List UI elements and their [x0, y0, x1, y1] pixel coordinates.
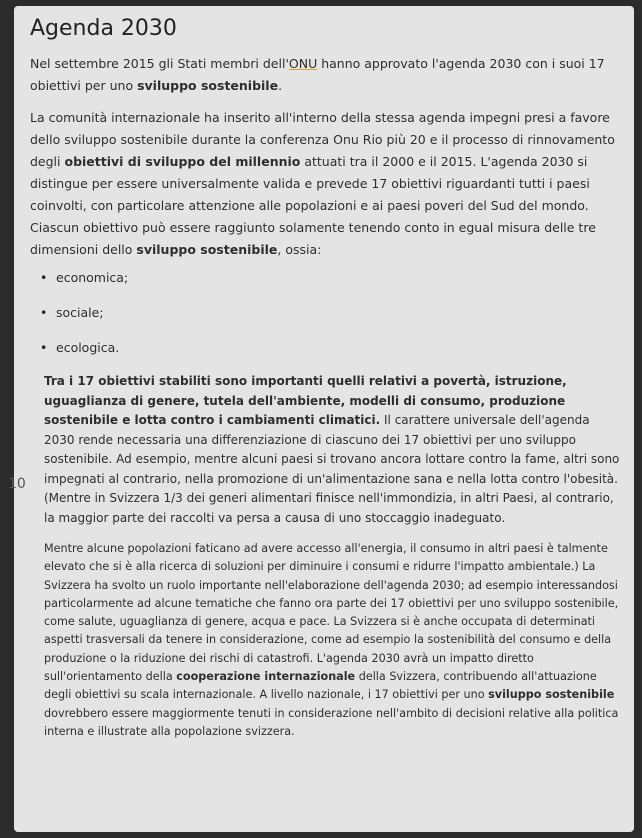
list-item: • ecologica. [56, 337, 620, 359]
intro-text-b: hanno approvato l'agenda 2030 con i suoi 17 obiettivi per uno [30, 56, 605, 93]
paragraph-2 [30, 107, 620, 261]
list-item: • economica; [56, 267, 620, 289]
p2-text-b: attuati tra il 2000 e il 2015. L'agenda 2030 si distingue per essere universalmente valida e prevede 17 obiettivi riguardanti tutti i paesi coinvolti, con particolare attenzione alle popolazioni e ai paesi poveri del Sud del mondo. Ciascun obiettivo può essere raggiunto solamente tenendo conto in egual misura delle tre dimensioni dello [30, 154, 596, 257]
intro-bold: sviluppo sostenibile [137, 78, 279, 93]
p3-bold: Tra i 17 obiettivi stabiliti sono importanti quelli relativi a povertà, istruzione, uguaglianza di genere, tutela dell'ambiente, modelli di consumo, produzione sostenibile e lotta contro i cambiamenti climatici. [44, 374, 567, 427]
margin-mark: 10 [8, 476, 26, 492]
p4-bold-2: sviluppo sostenibile [488, 688, 615, 702]
p4-text-b: della Svizzera, contribuendo all'attuazione degli obiettivi su scala internazionale. A livello nazionale, i 17 obiettivi per uno [44, 670, 597, 702]
p4-text-a: Mentre alcune popolazioni faticano ad avere accesso all'energia, il consumo in altri paesi è talmente elevato che si è alla ricerca di soluzioni per diminuire i consumi e ridurre l'impatto ambientale.) La Svizzera ha svolto un ruolo importante nell'elaborazione dell'agenda 2030; ad esempio interessandosi particolarmente ad alcune tematiche che fanno ora parte dei 17 obiettivi per uno sviluppo sostenibile, come salute, uguaglianza di genere, acqua e pace. La Svizzera si è anche occupata di determinati aspetti trasversali da tenere in considerazione, come ad esempio la sostenibilità del consumo e della produzione o la riduzione dei rischi di catastrofi. L'agenda 2030 avrà un impatto diretto sull'orientamento della [44, 542, 619, 684]
intro-text-a: Nel settembre 2015 gli Stati membri dell' [30, 56, 289, 71]
list-item: • sociale; [56, 302, 620, 324]
paragraph-3 [30, 372, 620, 528]
p2-bold-1: obiettivi di sviluppo del millennio [64, 154, 301, 169]
p3-text: Il carattere universale dell'agenda 2030 rende necessaria una differenziazione di ciascuno dei 17 obiettivi per uno sviluppo sostenibile. Ad esempio, mentre alcuni paesi si trovano ancora lottare contro la fame, altri sono impegnati al contrario, nella promozione di un'alimentazione sana e nella lotta contro l'obesità. (Mentre in Svizzera 1/3 dei generi alimentari finisce nell'immondizia, in altri Paesi, al contrario, la maggior parte dei raccolti va persa a causa di uno stoccaggio inadeguato. [44, 413, 620, 525]
intro-text-c: . [278, 78, 283, 93]
document-page [8, 6, 634, 832]
p4-bold-1: cooperazione internazionale [176, 670, 356, 684]
p2-text-a: La comunità internazionale ha inserito all'interno della stessa agenda impegni presi a favore dello sviluppo sostenibile durante la conferenza Onu Rio più 20 e il processo di rinnovamento degli [30, 110, 615, 169]
onu-link[interactable]: ONU [288, 56, 318, 71]
paragraph-4 [30, 540, 620, 741]
dimensions-list [30, 267, 620, 359]
intro-paragraph [30, 53, 620, 97]
p2-bold-2: sviluppo sostenibile [136, 242, 278, 257]
p2-text-c: , ossia: [277, 242, 322, 257]
page-title: Agenda 2030 [30, 16, 177, 41]
p4-text-c: dovrebbero essere maggiormente tenuti in considerazione nell'ambito di decisioni relative alla politica interna e illustrate alla popolazione svizzera. [44, 706, 619, 738]
